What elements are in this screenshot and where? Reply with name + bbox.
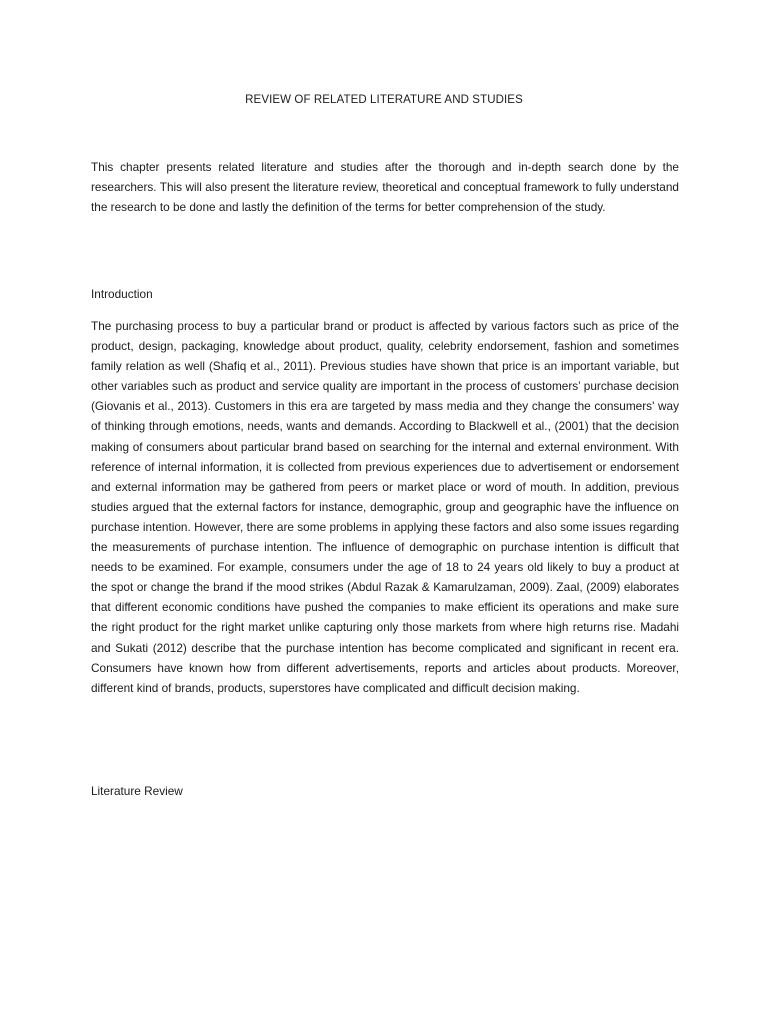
page-title: REVIEW OF RELATED LITERATURE AND STUDIES xyxy=(245,94,523,106)
section-heading-literature-review: Literature Review xyxy=(91,784,183,798)
section-heading-introduction: Introduction xyxy=(91,287,153,301)
introduction-paragraph: The purchasing process to buy a particular brand or product is affected by various factors such as price of the product, design, packaging, knowledge about product, quality, celebrity endorsement, fashion and sometimes family relation as well (Shafiq et al., 2011). Previous studies have shown that price is an important variable, but other variables such as product and service quality are important in the process of customers’ purchase decision (Giovanis et al., 2013). Customers in this era are targeted by mass media and they change the consumers' way of thinking through emotions, needs, wants and demands. According to Blackwell et al., (2001) that the decision making of consumers about particular brand based on searching for the internal and external environment. With reference of internal information, it is collected from previous experiences due to advertisement or endorsement and external information may be gathered from peers or market place or word of mouth. In addition, previous studies argued that the external factors for instance, demographic, group and geographic have the influence on purchase intention. However, there are some problems in applying these factors and also some issues regarding the measurements of purchase intention. The influence of demographic on purchase intention is difficult that needs to be examined. For example, consumers under the age of 18 to 24 years old likely to buy a product at the spot or change the brand if the mood strikes (Abdul Razak & Kamarulzaman, 2009). Zaal, (2009) elaborates that different economic conditions have pushed the companies to make efficient its operations and make sure the right product for the right market unlike capturing only those markets from where high returns rise. Madahi and Sukati (2012) describe that the purchase intention has become complicated and significant in recent era. Consumers have known how from different advertisements, reports and articles about products. Moreover, different kind of brands, products, superstores have complicated and difficult decision making. xyxy=(91,319,679,695)
chapter-intro-paragraph: This chapter presents related literature and studies after the thorough and in-depth search done by the researchers. This will also present the literature review, theoretical and conceptual framework to fully understand the research to be done and lastly the definition of the terms for better comprehension of the study. xyxy=(91,160,679,215)
